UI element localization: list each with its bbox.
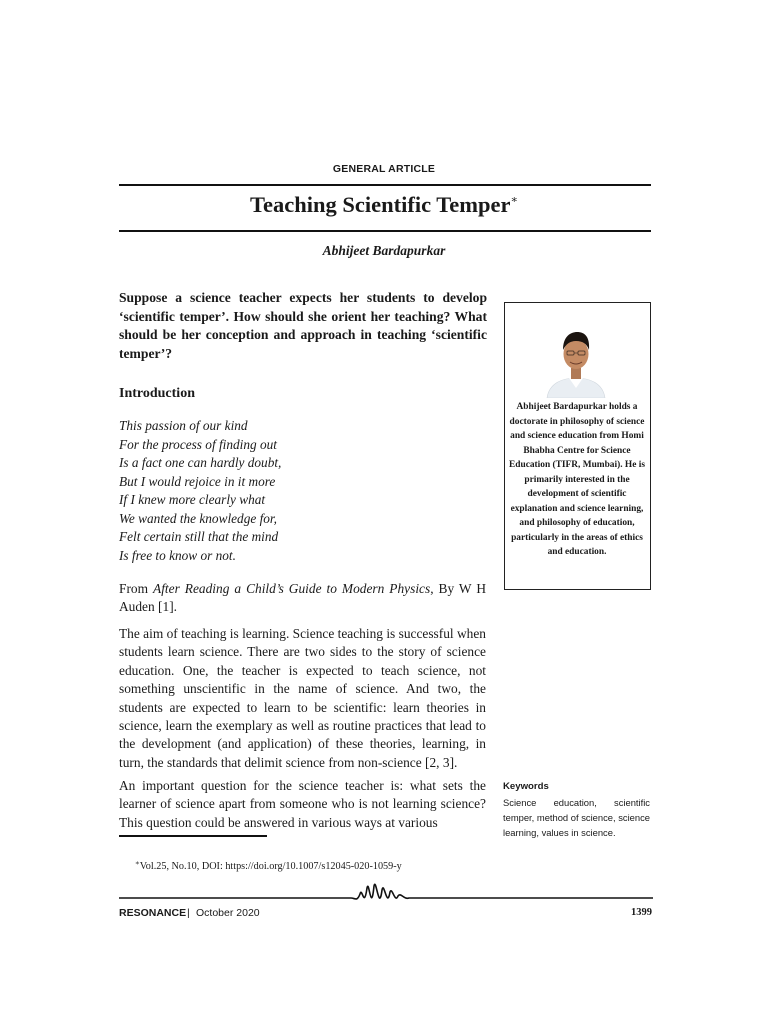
- header-rule-top: [119, 184, 651, 186]
- footnote-rule: [119, 835, 267, 837]
- issue-date: October 2020: [196, 907, 260, 919]
- paragraph-aim: The aim of teaching is learning. Science teaching is successful when students learn science. There are two sides to the story of science education. One, the teacher is expected to teach science, not something unscientific in the name of science. And two, the students are expected to learn to be scientific: learn theories in science, learn the exemplary as well as routine practices that lead to the development (and application) of these theories, learning, in turn, the standards that delimit science from non-science [2, 3].: [119, 626, 487, 770]
- poem-line: Is free to know or not.: [119, 547, 236, 563]
- page-number: 1399: [631, 907, 652, 918]
- poem-line: But I would rejoice in it more: [119, 473, 276, 489]
- introduction-heading: Introduction: [119, 386, 195, 401]
- footnote-marker: ∗: [135, 859, 140, 867]
- abstract: Suppose a science teacher expects her students to develop ‘scientific temper’. How should she orient her teaching? What should be her conception and approach in teaching ‘scientific temper’?: [119, 290, 487, 361]
- poem-line: If I knew more clearly what: [119, 492, 266, 507]
- attribution-suffix: , By W H Auden [1].: [119, 581, 486, 615]
- poem-line: This passion of our kind: [119, 418, 248, 433]
- footnote: [135, 859, 402, 872]
- footnote-text: Vol.25, No.10, DOI: https://doi.org/10.1007/s12045-020-1059-y: [139, 861, 402, 872]
- footer-separator: |: [187, 907, 190, 919]
- section-label: GENERAL ARTICLE: [332, 163, 436, 175]
- poem-line: Felt certain still that the mind: [119, 529, 279, 544]
- attribution-prefix: From: [119, 581, 154, 596]
- keywords-text: Science education, scientific temper, method of science, science learning, values in science.: [503, 797, 650, 838]
- author-photo: [545, 326, 607, 398]
- journal-name: RESONANCE: [119, 907, 187, 919]
- article-title: [0, 192, 768, 218]
- attribution-work-title: After Reading a Child’s Guide to Modern Physics: [153, 581, 431, 596]
- poem: [119, 417, 281, 565]
- header-rule-bottom: [119, 230, 651, 232]
- poem-line: Is a fact one can hardly doubt,: [119, 455, 282, 470]
- author-name: Abhijeet Bardapurkar: [322, 243, 446, 258]
- author-bio-text: Abhijeet Bardapurkar holds a doctorate in philosophy of science and science education from Homi Bhabha Centre for Science Education (TIFR, Mumbai). He is primarily interested in the development of scientific explanation and science learning, and philosophy of education, particularly in the areas of ethics and education.: [509, 402, 645, 557]
- poem-line: For the process of finding out: [119, 436, 277, 452]
- title-text: Teaching Scientific Temper: [250, 192, 511, 217]
- paragraph-question: An important question for the science teacher is: what sets the learner of science apart from someone who is not learning science? This question could be answered in various ways at various: [119, 778, 486, 830]
- poem-line: We wanted the knowledge for,: [119, 510, 277, 526]
- title-footnote-marker: ∗: [510, 194, 518, 206]
- poem-attribution: [119, 580, 486, 617]
- keywords-heading: Keywords: [503, 781, 549, 792]
